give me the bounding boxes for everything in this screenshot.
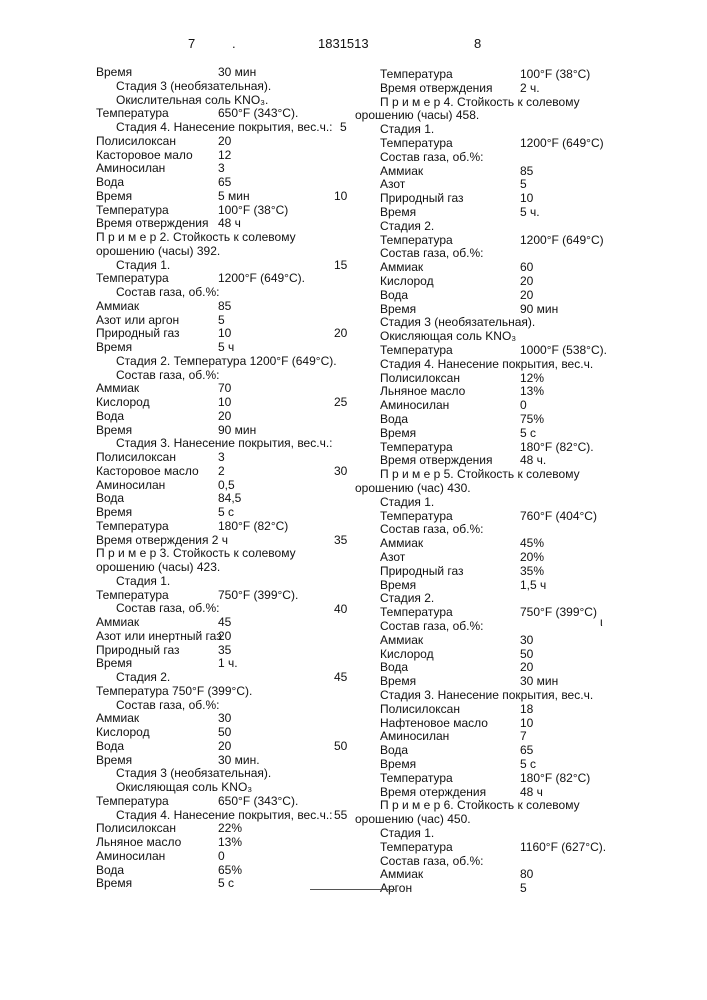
parameter-label: Касторовое мало	[96, 149, 193, 162]
line-number: 55	[334, 808, 347, 822]
parameter-label: Азот или инертный газ	[96, 630, 222, 643]
text-line: П р и м е р 6. Стойкость к солевому	[380, 799, 580, 812]
parameter-label: Температура	[380, 137, 453, 150]
parameter-label: Вода	[380, 744, 408, 757]
text-line: Состав газа, об.%:	[380, 151, 483, 164]
parameter-value: 90 мин	[520, 303, 558, 316]
parameter-label: Кислород	[380, 275, 434, 288]
parameter-label: Температура	[380, 344, 453, 357]
parameter-value: 20	[520, 661, 533, 674]
parameter-label: Температура	[380, 68, 453, 81]
parameter-value: 650°F (343°C).	[218, 107, 298, 120]
text-line: Окисляющая соль KNO₃	[116, 781, 252, 794]
page-number-right: 8	[474, 37, 481, 50]
text-line: Окисляющая соль KNO₃	[380, 330, 516, 343]
parameter-value: 10	[218, 396, 231, 409]
parameter-value: 22%	[218, 822, 242, 835]
line-number: 35	[334, 533, 347, 547]
header-dot: .	[232, 37, 236, 50]
parameter-value: 30	[218, 712, 231, 725]
parameter-value: 20	[520, 275, 533, 288]
parameter-value: 3	[218, 162, 225, 175]
parameter-value: 5	[218, 314, 225, 327]
parameter-value: 85	[218, 300, 231, 313]
patent-number: 1831513	[318, 37, 369, 50]
parameter-label: Время	[96, 877, 132, 890]
line-number: 5	[340, 120, 347, 134]
text-line: П р и м е р 5. Стойкость к солевому	[380, 468, 580, 481]
parameter-value: 30	[520, 634, 533, 647]
text-line: Состав газа, об.%:	[116, 699, 219, 712]
parameter-label: Аминосилан	[96, 162, 165, 175]
parameter-label: Кислород	[96, 396, 150, 409]
parameter-value: 5 с	[218, 506, 234, 519]
parameter-value: 100°F (38°C)	[218, 204, 288, 217]
parameter-label: Полисилоксан	[96, 822, 176, 835]
parameter-label: Температура	[380, 841, 453, 854]
parameter-value: 84,5	[218, 492, 241, 505]
parameter-label: Вода	[380, 289, 408, 302]
parameter-label: Время	[380, 579, 416, 592]
parameter-label: Время отверждения	[380, 82, 492, 95]
line-number: 40	[334, 602, 347, 616]
parameter-label: Вода	[96, 176, 124, 189]
parameter-value: 13%	[218, 836, 242, 849]
parameter-label: Время	[380, 206, 416, 219]
parameter-label: Время отверждения	[380, 454, 492, 467]
parameter-value: 60	[520, 261, 533, 274]
parameter-label: Температура	[96, 204, 169, 217]
text-line: орошению (часы) 423.	[96, 561, 220, 574]
parameter-label: Время	[96, 506, 132, 519]
parameter-label: Аргон	[380, 882, 412, 895]
text-line: Стадия 3 (необязательная).	[380, 316, 535, 329]
parameter-label: Время	[96, 657, 132, 670]
text-line: П р и м е р 3. Стойкость к солевому	[96, 547, 296, 560]
parameter-value: 1200°F (649°C)	[520, 137, 604, 150]
parameter-value: 20	[520, 289, 533, 302]
text-line: Окислительная соль KNO₃.	[116, 94, 268, 107]
parameter-value: 20	[218, 410, 231, 423]
parameter-value: 30 мин.	[218, 754, 260, 767]
text-line: Температура 750°F (399°C).	[96, 685, 252, 698]
text-line: орошению (часы) 392.	[96, 245, 220, 258]
parameter-label: Время отерждения	[380, 786, 486, 799]
parameter-label: Аммиак	[96, 616, 139, 629]
parameter-value: 100°F (38°C)	[520, 68, 590, 81]
parameter-value: 5 с	[218, 877, 234, 890]
parameter-label: Температура	[380, 606, 453, 619]
parameter-value: 10	[218, 327, 231, 340]
parameter-value: 760°F (404°C)	[520, 510, 597, 523]
text-line: Стадия 1.	[380, 123, 434, 136]
text-line: Стадия 3. Нанесение покрытия, вес.ч.	[380, 689, 593, 702]
parameter-value: 45%	[520, 537, 544, 550]
text-line: орошению (час) 430.	[355, 482, 471, 495]
parameter-label: Природный газ	[96, 327, 180, 340]
parameter-value: 48 ч.	[520, 454, 546, 467]
parameter-label: Азот или аргон	[96, 314, 179, 327]
parameter-value: 20	[218, 630, 231, 643]
text-line: Состав газа, об.%:	[116, 369, 219, 382]
line-number: 10	[334, 189, 347, 203]
parameter-label: Температура	[96, 107, 169, 120]
parameter-value: 650°F (343°C).	[218, 795, 298, 808]
parameter-label: Время	[380, 675, 416, 688]
parameter-label: Аминосилан	[96, 479, 165, 492]
text-line: П р и м е р 4. Стойкость к солевому	[380, 96, 580, 109]
text-line: Состав газа, об.%:	[116, 602, 219, 615]
text-line: Стадия 4. Нанесение покрытия, вес.ч.	[380, 358, 593, 371]
parameter-label: Вода	[380, 661, 408, 674]
parameter-label: Полисилоксан	[380, 372, 460, 385]
parameter-label: Аммиак	[380, 165, 423, 178]
parameter-value: 10	[520, 192, 533, 205]
parameter-label: Температура	[380, 772, 453, 785]
parameter-value: 1,5 ч	[520, 579, 546, 592]
parameter-label: Аминосилан	[96, 850, 165, 863]
page-number-left: 7	[188, 37, 195, 50]
parameter-value: 2	[218, 465, 225, 478]
parameter-value: 12%	[520, 372, 544, 385]
parameter-label: Аммиак	[96, 712, 139, 725]
parameter-value: 2 ч.	[520, 82, 540, 95]
parameter-label: Аминосилан	[380, 399, 449, 412]
parameter-value: 20	[218, 740, 231, 753]
parameter-value: 50	[218, 726, 231, 739]
parameter-label: Температура	[380, 510, 453, 523]
text-line: Стадия 1.	[380, 496, 434, 509]
parameter-label: Природный газ	[380, 192, 464, 205]
parameter-label: Вода	[96, 410, 124, 423]
parameter-value: 65%	[218, 864, 242, 877]
parameter-value: 65	[520, 744, 533, 757]
parameter-label: Время	[380, 303, 416, 316]
parameter-value: 750°F (399°C).	[218, 589, 298, 602]
parameter-value: 12	[218, 149, 231, 162]
parameter-value: 50	[520, 648, 533, 661]
parameter-value: 35%	[520, 565, 544, 578]
parameter-value: 180°F (82°C)	[218, 520, 288, 533]
parameter-label: Кислород	[96, 726, 150, 739]
parameter-label: Аммиак	[380, 261, 423, 274]
parameter-label: Время отверждения	[96, 217, 208, 230]
parameter-value: 80	[520, 868, 533, 881]
parameter-label: Вода	[380, 413, 408, 426]
parameter-label: Касторовое масло	[96, 465, 199, 478]
parameter-label: Полисилоксан	[380, 703, 460, 716]
parameter-value: 3	[218, 451, 225, 464]
parameter-label: Время	[380, 758, 416, 771]
parameter-value: 30 мин	[520, 675, 558, 688]
parameter-label: Азот	[380, 178, 405, 191]
parameter-label: Время	[96, 190, 132, 203]
parameter-value: 1160°F (627°C).	[520, 841, 606, 854]
text-line: орошению (часы) 458.	[355, 109, 479, 122]
parameter-value: 75%	[520, 413, 544, 426]
parameter-label: Аммиак	[380, 634, 423, 647]
text-line: орошению (час) 450.	[355, 813, 471, 826]
parameter-label: Аммиак	[96, 382, 139, 395]
text-line: Стадия 2.	[380, 220, 434, 233]
parameter-value: 48 ч	[520, 786, 543, 799]
parameter-value: 180°F (82°C).	[520, 441, 594, 454]
parameter-value: 0	[520, 399, 527, 412]
parameter-label: Льняное масло	[96, 836, 181, 849]
parameter-value: 180°F (82°C)	[520, 772, 590, 785]
stray-mark: ι	[600, 616, 603, 629]
parameter-value: 70	[218, 382, 231, 395]
parameter-label: Вода	[96, 740, 124, 753]
parameter-label: Нафтеновое масло	[380, 717, 488, 730]
text-line: Стадия 4. Нанесение покрытия, вес.ч.:	[116, 121, 333, 134]
parameter-value: 13%	[520, 385, 544, 398]
text-line: Стадия 4. Нанесение покрытия, вес.ч.:	[116, 809, 333, 822]
parameter-label: Температура	[96, 589, 169, 602]
text-line: Стадия 2. Температура 1200°F (649°C).	[116, 355, 337, 368]
parameter-label: Вода	[96, 864, 124, 877]
parameter-label: Температура	[380, 441, 453, 454]
text-line: Состав газа, об.%:	[380, 523, 483, 536]
text-line: Время отверждения 2 ч	[96, 534, 228, 547]
line-number: 30	[334, 464, 347, 478]
line-number: 20	[334, 326, 347, 340]
text-line: Стадия 2.	[116, 671, 170, 684]
parameter-value: 7	[520, 730, 527, 743]
parameter-value: 30 мин	[218, 66, 256, 79]
line-number: 25	[334, 395, 347, 409]
parameter-value: 35	[218, 644, 231, 657]
parameter-value: 750°F (399°C)	[520, 606, 597, 619]
text-line: Стадия 3 (необязательная).	[116, 767, 271, 780]
parameter-value: 0	[218, 850, 225, 863]
parameter-label: Время	[96, 754, 132, 767]
parameter-value: 1200°F (649°C).	[218, 272, 305, 285]
parameter-value: 18	[520, 703, 533, 716]
line-number: 50	[334, 739, 347, 753]
text-line: Стадия 1.	[380, 827, 434, 840]
text-line: Стадия 3 (необязательная).	[116, 80, 271, 93]
parameter-label: Льняное масло	[380, 385, 465, 398]
parameter-label: Температура	[96, 520, 169, 533]
parameter-label: Время	[96, 424, 132, 437]
text-line: Состав газа, об.%:	[380, 855, 483, 868]
parameter-label: Вода	[96, 492, 124, 505]
text-line: Состав газа, об.%:	[380, 247, 483, 260]
parameter-value: 48 ч	[218, 217, 241, 230]
parameter-value: 5 с	[520, 758, 536, 771]
parameter-label: Аммиак	[380, 537, 423, 550]
parameter-value: 5 с	[520, 427, 536, 440]
parameter-label: Природный газ	[96, 644, 180, 657]
parameter-value: 85	[520, 165, 533, 178]
parameter-label: Аминосилан	[380, 730, 449, 743]
parameter-label: Аммиак	[96, 300, 139, 313]
parameter-label: Полисилоксан	[96, 451, 176, 464]
parameter-value: 5 мин	[218, 190, 250, 203]
line-number: 15	[334, 258, 347, 272]
text-line: Стадия 3. Нанесение покрытия, вес.ч.:	[116, 437, 333, 450]
parameter-label: Природный газ	[380, 565, 464, 578]
text-line: Стадия 2.	[380, 592, 434, 605]
parameter-value: 5	[520, 882, 527, 895]
parameter-value: 10	[520, 717, 533, 730]
text-line: Состав газа, об.%:	[116, 286, 219, 299]
text-line: П р и м е р 2. Стойкость к солевому	[96, 231, 296, 244]
parameter-label: Температура	[96, 272, 169, 285]
parameter-label: Полисилоксан	[96, 135, 176, 148]
text-line: Стадия 1.	[116, 575, 170, 588]
parameter-value: 90 мин	[218, 424, 256, 437]
parameter-value: 45	[218, 616, 231, 629]
parameter-label: Время	[380, 427, 416, 440]
parameter-label: Температура	[380, 234, 453, 247]
parameter-value: 20%	[520, 551, 544, 564]
parameter-label: Время	[96, 66, 132, 79]
parameter-value: 0,5	[218, 479, 235, 492]
parameter-value: 65	[218, 176, 231, 189]
text-line: Состав газа, об.%:	[380, 620, 483, 633]
parameter-value: 20	[218, 135, 231, 148]
parameter-label: Азот	[380, 551, 405, 564]
parameter-value: 5 ч.	[520, 206, 540, 219]
parameter-label: Кислород	[380, 648, 434, 661]
parameter-value: 1200°F (649°C)	[520, 234, 604, 247]
line-number: 45	[334, 670, 347, 684]
parameter-value: 1000°F (538°C).	[520, 344, 607, 357]
parameter-value: 5	[520, 178, 527, 191]
parameter-label: Температура	[96, 795, 169, 808]
parameter-label: Время	[96, 341, 132, 354]
parameter-label: Аммиак	[380, 868, 423, 881]
text-line: Стадия 1.	[116, 259, 170, 272]
parameter-value: 1 ч.	[218, 657, 238, 670]
bottom-rule	[310, 889, 395, 890]
parameter-value: 5 ч	[218, 341, 234, 354]
